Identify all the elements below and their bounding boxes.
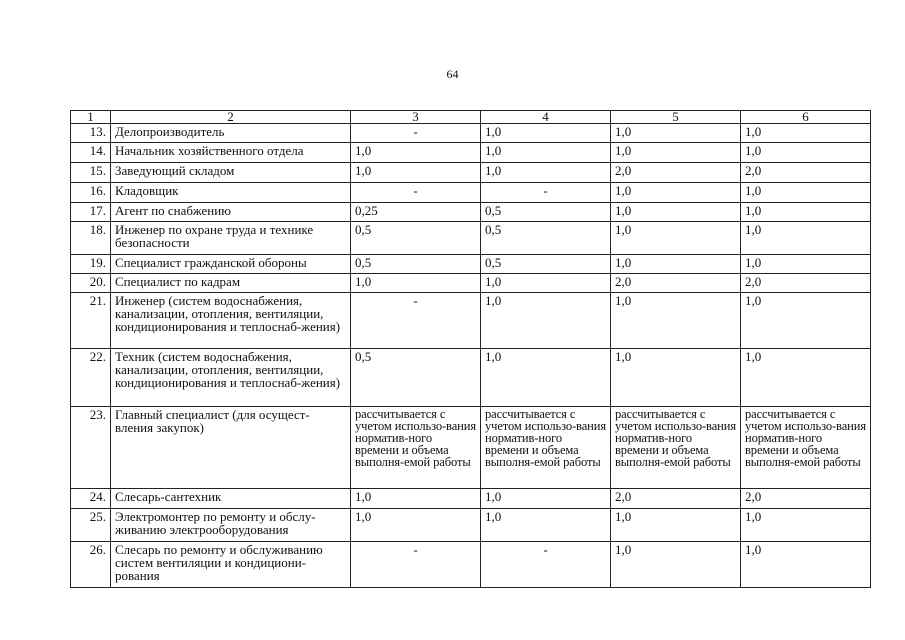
cell-value: 1,0 [741,203,871,222]
position-name: Электромонтер по ремонту и обслу-живанию электрооборудования [111,509,351,542]
cell-value: 1,0 [351,489,481,509]
cell-value: 1,0 [481,293,611,349]
row-number: 21. [71,293,111,349]
cell-value: 1,0 [611,293,741,349]
cell-value: - [351,293,481,349]
cell-value: 0,5 [481,203,611,222]
cell-value: рассчитывается с учетом использо-вания норматив-ного времени и объема выполня-емой работы [741,407,871,489]
cell-value: 1,0 [741,124,871,143]
cell-value: 1,0 [611,143,741,163]
cell-value: 1,0 [741,183,871,203]
cell-value: 1,0 [741,542,871,588]
position-name: Инженер по охране труда и технике безопасности [111,222,351,255]
table-row [71,542,871,588]
cell-value: 0,5 [481,255,611,274]
cell-value: 0,5 [351,222,481,255]
row-number: 16. [71,183,111,203]
cell-value: - [351,124,481,143]
table-row [71,489,871,509]
cell-value: 1,0 [741,349,871,407]
cell-value: 1,0 [741,293,871,349]
table-row [71,183,871,203]
row-number: 22. [71,349,111,407]
table-row [71,274,871,293]
cell-value: - [351,542,481,588]
cell-value: 1,0 [611,124,741,143]
cell-value: 1,0 [741,143,871,163]
position-name: Слесарь по ремонту и обслуживанию систем вентиляции и кондициони-рования [111,542,351,588]
table-row [71,255,871,274]
position-name: Специалист гражданской обороны [111,255,351,274]
row-number: 26. [71,542,111,588]
position-name: Делопроизводитель [111,124,351,143]
position-name: Агент по снабжению [111,203,351,222]
position-name: Слесарь-сантехник [111,489,351,509]
cell-value: 1,0 [741,222,871,255]
position-name: Кладовщик [111,183,351,203]
row-number: 15. [71,163,111,183]
position-name: Заведующий складом [111,163,351,183]
position-name: Техник (систем водоснабжения, канализации, отопления, вентиляции, кондиционирования и теплоснаб-жения) [111,349,351,407]
table-row [71,407,871,489]
cell-value: 1,0 [351,143,481,163]
position-name: Главный специалист (для осущест-вления закупок) [111,407,351,489]
column-header: 5 [611,111,741,124]
cell-value: 1,0 [611,222,741,255]
row-number: 25. [71,509,111,542]
cell-value: 1,0 [481,143,611,163]
cell-value: 2,0 [741,489,871,509]
page-number: 64 [446,67,459,81]
cell-value: 1,0 [611,509,741,542]
table-row [71,143,871,163]
row-number: 23. [71,407,111,489]
row-number: 24. [71,489,111,509]
cell-value: рассчитывается с учетом использо-вания норматив-ного времени и объема выполня-емой работы [481,407,611,489]
position-name: Инженер (систем водоснабжения, канализации, отопления, вентиляции, кондиционирования и теплоснаб-жения) [111,293,351,349]
table-row [71,293,871,349]
table-header-row [71,111,871,124]
column-header: 3 [351,111,481,124]
row-number: 18. [71,222,111,255]
cell-value: рассчитывается с учетом использо-вания норматив-ного времени и объема выполня-емой работы [351,407,481,489]
column-header: 4 [481,111,611,124]
cell-value: 1,0 [481,349,611,407]
cell-value: 0,5 [351,349,481,407]
cell-value: 2,0 [611,274,741,293]
table-row [71,124,871,143]
cell-value: 1,0 [611,203,741,222]
cell-value: 1,0 [351,274,481,293]
column-header: 2 [111,111,351,124]
cell-value: 1,0 [611,349,741,407]
cell-value: - [481,183,611,203]
position-name: Начальник хозяйственного отдела [111,143,351,163]
column-header: 6 [741,111,871,124]
cell-value: 1,0 [481,489,611,509]
table-row [71,509,871,542]
cell-value: рассчитывается с учетом использо-вания норматив-ного времени и объема выполня-емой работы [611,407,741,489]
table-row [71,349,871,407]
cell-value: 1,0 [481,274,611,293]
row-number: 17. [71,203,111,222]
cell-value: 2,0 [741,274,871,293]
cell-value: 1,0 [481,163,611,183]
cell-value: 1,0 [481,509,611,542]
table-row [71,203,871,222]
cell-value: 1,0 [741,509,871,542]
cell-value: - [351,183,481,203]
cell-value: 1,0 [741,255,871,274]
column-header: 1 [71,111,111,124]
cell-value: 1,0 [351,163,481,183]
cell-value: 1,0 [351,509,481,542]
cell-value: 1,0 [611,542,741,588]
row-number: 19. [71,255,111,274]
cell-value: 0,5 [481,222,611,255]
table-row [71,222,871,255]
cell-value: 2,0 [611,163,741,183]
cell-value: 2,0 [741,163,871,183]
cell-value: 2,0 [611,489,741,509]
cell-value: 1,0 [481,124,611,143]
cell-value: 0,5 [351,255,481,274]
position-name: Специалист по кадрам [111,274,351,293]
row-number: 20. [71,274,111,293]
cell-value: - [481,542,611,588]
table-row [71,163,871,183]
staffing-table [70,110,871,588]
row-number: 14. [71,143,111,163]
row-number: 13. [71,124,111,143]
cell-value: 1,0 [611,183,741,203]
cell-value: 0,25 [351,203,481,222]
cell-value: 1,0 [611,255,741,274]
